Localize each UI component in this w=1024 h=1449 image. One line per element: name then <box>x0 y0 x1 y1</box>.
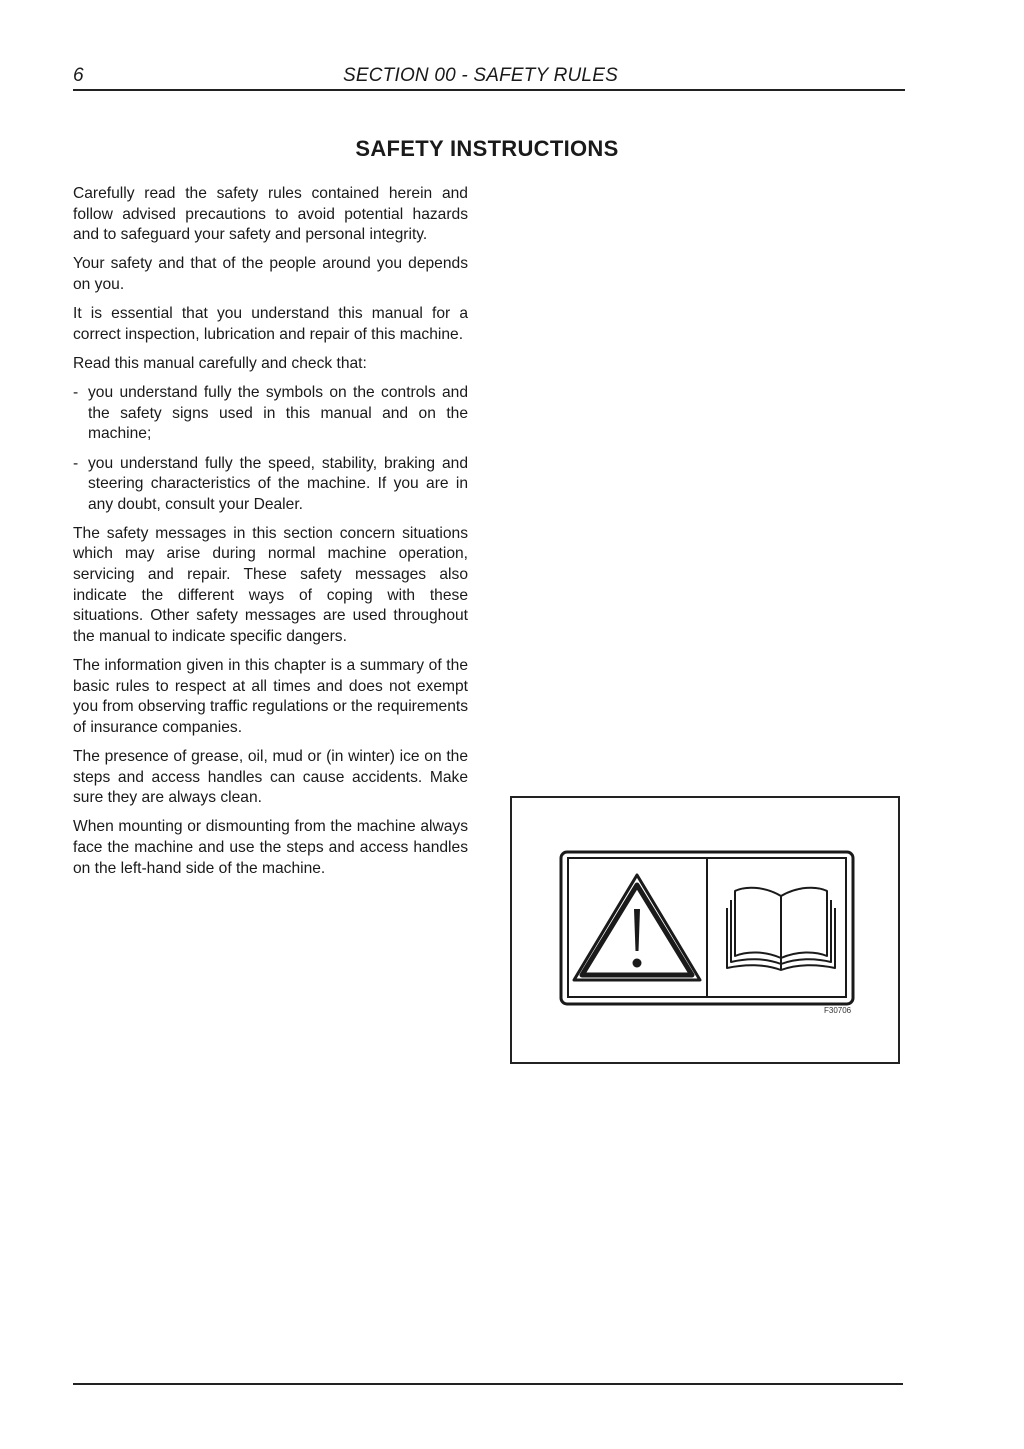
list-item-text: you understand fully the speed, stability, braking and steering characteristics of the machine. If you are in any doubt, consult your Dealer. <box>88 454 468 513</box>
text-column <box>73 184 468 888</box>
paragraph: Carefully read the safety rules contained herein and follow advised precautions to avoid potential hazards and to safeguard your safety and personal integrity. <box>73 185 468 244</box>
paragraph: The presence of grease, oil, mud or (in winter) ice on the steps and access handles can cause accidents. Make sure they are always clean. <box>73 748 468 807</box>
list-item-text: you understand fully the symbols on the controls and the safety signs used in this manual and on the machine; <box>88 384 468 443</box>
safety-sign-figure <box>510 796 900 1064</box>
safety-decal <box>559 850 855 1006</box>
list-item <box>73 383 468 445</box>
bullet-dash: - <box>73 384 79 402</box>
bullet-dash: - <box>73 454 79 472</box>
paragraph: The information given in this chapter is a summary of the basic rules to respect at all times and does not exempt you from observing traffic regulations or the requirements of insurance companies. <box>73 657 468 736</box>
footer-rule <box>73 1383 903 1385</box>
page-title: SAFETY INSTRUCTIONS <box>355 136 619 161</box>
page-header <box>73 64 905 91</box>
paragraph: It is essential that you understand this manual for a correct inspection, lubrication and repair of this machine. <box>73 305 468 343</box>
section-title: SECTION 00 - SAFETY RULES <box>343 65 618 86</box>
paragraph: Your safety and that of the people around you depends on you. <box>73 255 468 293</box>
page-number: 6 <box>73 65 84 86</box>
figure-code: F30706 <box>824 1006 852 1015</box>
paragraph: When mounting or dismounting from the machine always face the machine and use the steps and access handles on the left-hand side of the machine. <box>73 818 468 877</box>
paragraph: Read this manual carefully and check that: <box>73 354 367 372</box>
paragraph: The safety messages in this section concern situations which may arise during normal machine operation, servicing and repair. These safety messages also indicate the different ways of coping with these situations. Other safety messages are used throughout the manual to indicate specific dangers. <box>73 524 468 645</box>
list-item <box>73 454 468 516</box>
